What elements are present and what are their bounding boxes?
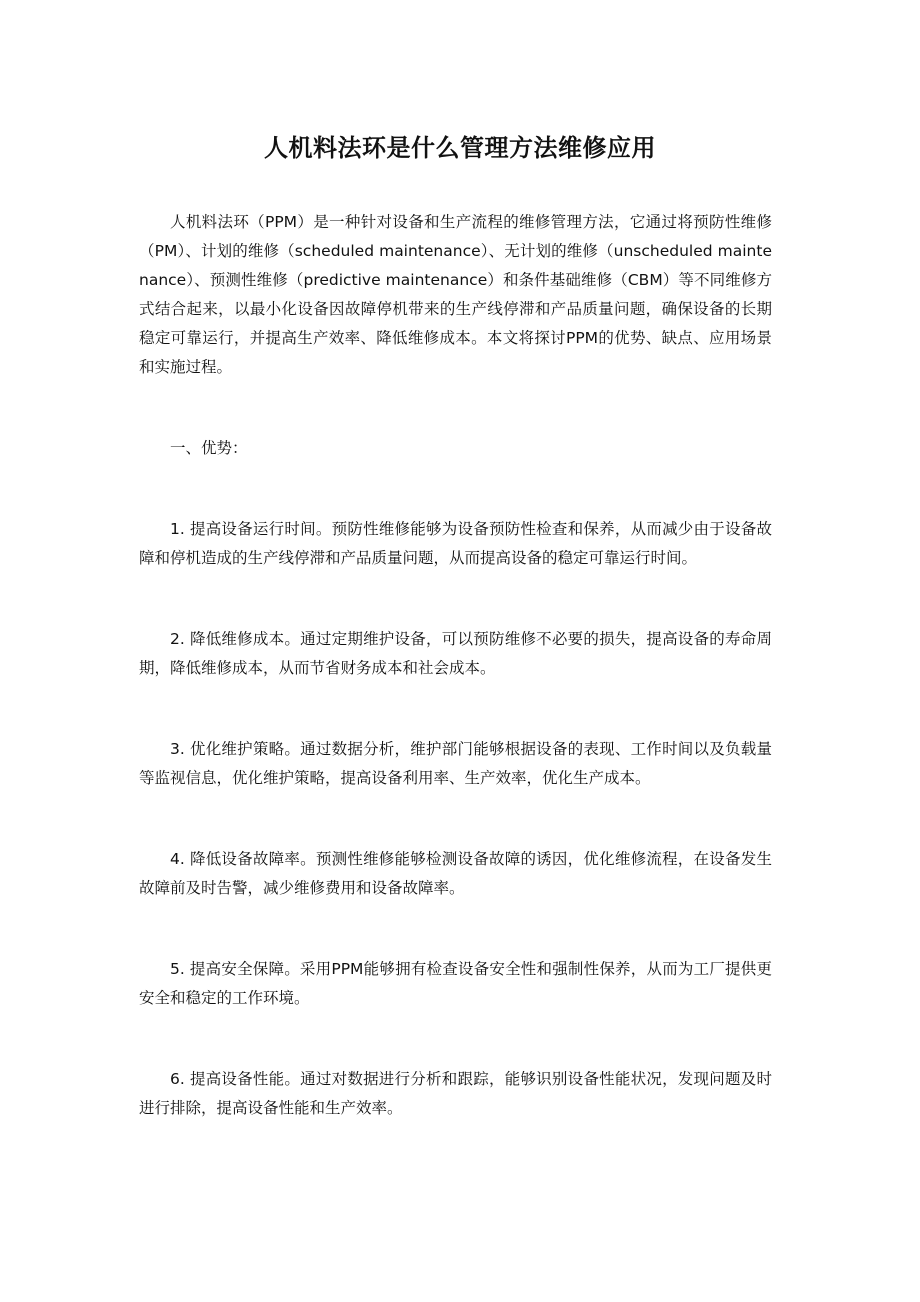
section-heading-advantages: 一、优势： [170,439,248,457]
advantage-item-6: 6. 提高设备性能。通过对数据进行分析和跟踪，能够识别设备性能状况，发现问题及时进行排除，提高设备性能和生产效率。 [139,1070,772,1117]
advantage-item-2: 2. 降低维修成本。通过定期维护设备，可以预防维修不必要的损失，提高设备的寿命周期，降低维修成本，从而节省财务成本和社会成本。 [139,630,772,677]
advantage-item-3: 3. 优化维护策略。通过数据分析，维护部门能够根据设备的表现、工作时间以及负载量等监视信息，优化维护策略，提高设备利用率、生产效率，优化生产成本。 [139,740,772,787]
document-body [139,208,772,1175]
page-title: 人机料法环是什么管理方法维修应用 [264,134,656,162]
intro-paragraph: 人机料法环（PPM）是一种针对设备和生产流程的维修管理方法，它通过将预防性维修（PM）、计划的维修（scheduled maintenance）、无计划的维修（unscheduled maintenance）、预测性维修（predictive maintenance）和条件基础维修（CBM）等不同维修方式结合起来，以最小化设备因故障停机带来的生产线停滞和产品质量问题，确保设备的长期稳定可靠运行，并提高生产效率、降低维修成本。本文将探讨PPM的优势、缺点、应用场景和实施过程。 [139,213,772,376]
advantage-item-1: 1. 提高设备运行时间。预防性维修能够为设备预防性检查和保养，从而减少由于设备故障和停机造成的生产线停滞和产品质量问题，从而提高设备的稳定可靠运行时间。 [139,520,772,567]
advantage-item-5: 5. 提高安全保障。采用PPM能够拥有检查设备安全性和强制性保养，从而为工厂提供更安全和稳定的工作环境。 [139,960,772,1007]
advantage-item-4: 4. 降低设备故障率。预测性维修能够检测设备故障的诱因，优化维修流程，在设备发生故障前及时告警，减少维修费用和设备故障率。 [139,850,772,897]
